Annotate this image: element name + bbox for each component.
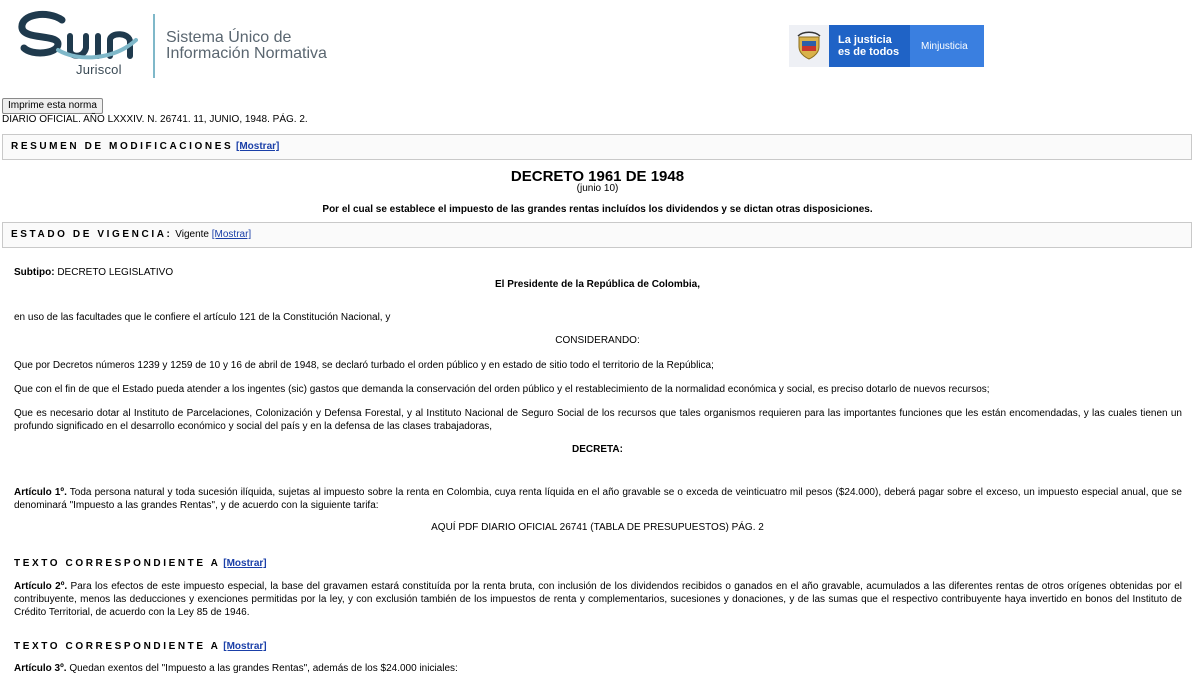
system-title xyxy=(166,30,327,62)
decreta-heading: DECRETA: xyxy=(572,444,623,455)
gov-slogan-line1: La justicia xyxy=(838,34,892,46)
vigencia-value: Vigente xyxy=(175,229,209,240)
resumen-label: RESUMEN DE MODIFICACIONES xyxy=(11,141,234,152)
considerando-1: Que por Decretos números 1239 y 1259 de 10 y 16 de abril de 1948, se declaró turbado el orden público y en estado de sitio todo el territorio de la República; xyxy=(14,360,714,371)
texto-correspondiente-2 xyxy=(14,641,267,652)
considerando-heading: CONSIDERANDO: xyxy=(555,335,640,346)
president-line: El Presidente de la República de Colombia, xyxy=(494,279,701,290)
site-header xyxy=(0,0,1200,96)
articulo-1-text: Toda persona natural y toda sucesión ilíquida, sujetas al impuesto sobre la renta en Colombia, cuya renta líquida en el año gravable se o exceda de veinticuatro mil pesos ($24.000), deberá pagar sobre el exceso, un impuesto especial anual, que se denominará "Impuesto a las grandes Rentas", y de acuerdo con la siguiente tarifa: xyxy=(14,487,1182,511)
decree-date: (junio 10) xyxy=(576,183,619,194)
decree-title: DECRETO 1961 DE 1948 xyxy=(510,168,685,185)
resumen-show-link[interactable]: [Mostrar] xyxy=(236,141,280,152)
considerando-3: Que es necesario dotar al Instituto de Parcelaciones, Colonización y Defensa Forestal, y al Instituto Nacional de Seguro Social de los recursos que tales organismos requieren para las importantes funciones que les están encomendadas, y las cuales tienen un profundo significado en el desarrollo económico y social del país y en la defensa de las clases trabajadoras, xyxy=(14,408,1182,432)
diario-oficial-reference: DIARIO OFICIAL. AÑO LXXXIV. N. 26741. 11, JUNIO, 1948. PÁG. 2. xyxy=(2,114,308,125)
estado-vigencia-box xyxy=(2,222,1192,248)
articulo-2 xyxy=(14,580,1182,619)
texto-correspondiente-label-2: TEXTO CORRESPONDIENTE A xyxy=(14,641,221,652)
texto-show-link-2[interactable]: [Mostrar] xyxy=(223,641,267,652)
texto-correspondiente-label: TEXTO CORRESPONDIENTE A xyxy=(14,558,221,569)
subtipo-label: Subtipo: xyxy=(14,267,55,278)
texto-show-link-1[interactable]: [Mostrar] xyxy=(223,558,267,569)
articulo-2-text: Para los efectos de este impuesto especial, la base del gravamen estará constituída por la renta bruta, con inclusión de los dividendos recibidos o ganados en el año gravable, acumulados a las diferentes rentas de otros orígenes obtenidas por el contribuyente, menos las deducciones y exenciones permitidas por la ley, y con exclusión también de los impuestos de renta y complementarios, sucesiones y donaciones, y de las sumas que el respectivo contribuyente haya invertido en bonos del Instituto de Crédito Territorial, de acuerdo con la Ley 85 de 1946. xyxy=(14,581,1182,618)
system-title-line1: Sistema Único de xyxy=(166,29,292,46)
resumen-modificaciones-box xyxy=(2,134,1192,160)
considerando-2: Que con el fin de que el Estado pueda atender a los ingentes (sic) gastos que demanda la conservación del orden público y el restablecimiento de la normalidad económica y social, es preciso dotarlo de nuevos recursos; xyxy=(14,384,990,395)
subtipo xyxy=(14,266,1182,279)
coat-of-arms-icon xyxy=(789,25,829,67)
articulo-1-label: Artículo 1º. xyxy=(14,487,67,498)
header-divider xyxy=(153,14,155,78)
gov-slogan-line2: es de todos xyxy=(838,46,900,58)
suin-logo[interactable] xyxy=(18,10,138,80)
articulo-3 xyxy=(14,662,1182,675)
suin-logo-icon xyxy=(18,10,138,70)
logo-text: Juriscol xyxy=(76,62,122,77)
facultades-paragraph: en uso de las facultades que le confiere el artículo 121 de la Constitución Nacional, y xyxy=(14,312,391,323)
articulo-2-label: Artículo 2º. xyxy=(14,581,68,592)
vigencia-show-link[interactable]: [Mostrar] xyxy=(211,229,252,240)
print-button[interactable]: Imprime esta norma xyxy=(2,98,103,114)
system-title-line2: Información Normativa xyxy=(166,45,327,62)
vigencia-label: ESTADO DE VIGENCIA: xyxy=(11,229,173,240)
pdf-note: AQUÍ PDF DIARIO OFICIAL 26741 (TABLA DE PRESUPUESTOS) PÁG. 2 xyxy=(431,522,764,533)
articulo-3-text: Quedan exentos del "Impuesto a las grandes Rentas", además de los $24.000 iniciales: xyxy=(66,663,458,674)
government-banner[interactable] xyxy=(789,25,984,67)
decree-description: Por el cual se establece el impuesto de las grandes rentas incluídos los dividendos y se dictan otras disposiciones. xyxy=(322,204,873,215)
ministry-label: Minjusticia xyxy=(910,25,984,67)
gov-slogan xyxy=(829,25,910,67)
articulo-3-label: Artículo 3º. xyxy=(14,663,67,674)
subtipo-value: DECRETO LEGISLATIVO xyxy=(57,267,174,278)
texto-correspondiente-1 xyxy=(14,558,267,569)
articulo-1 xyxy=(14,486,1182,512)
